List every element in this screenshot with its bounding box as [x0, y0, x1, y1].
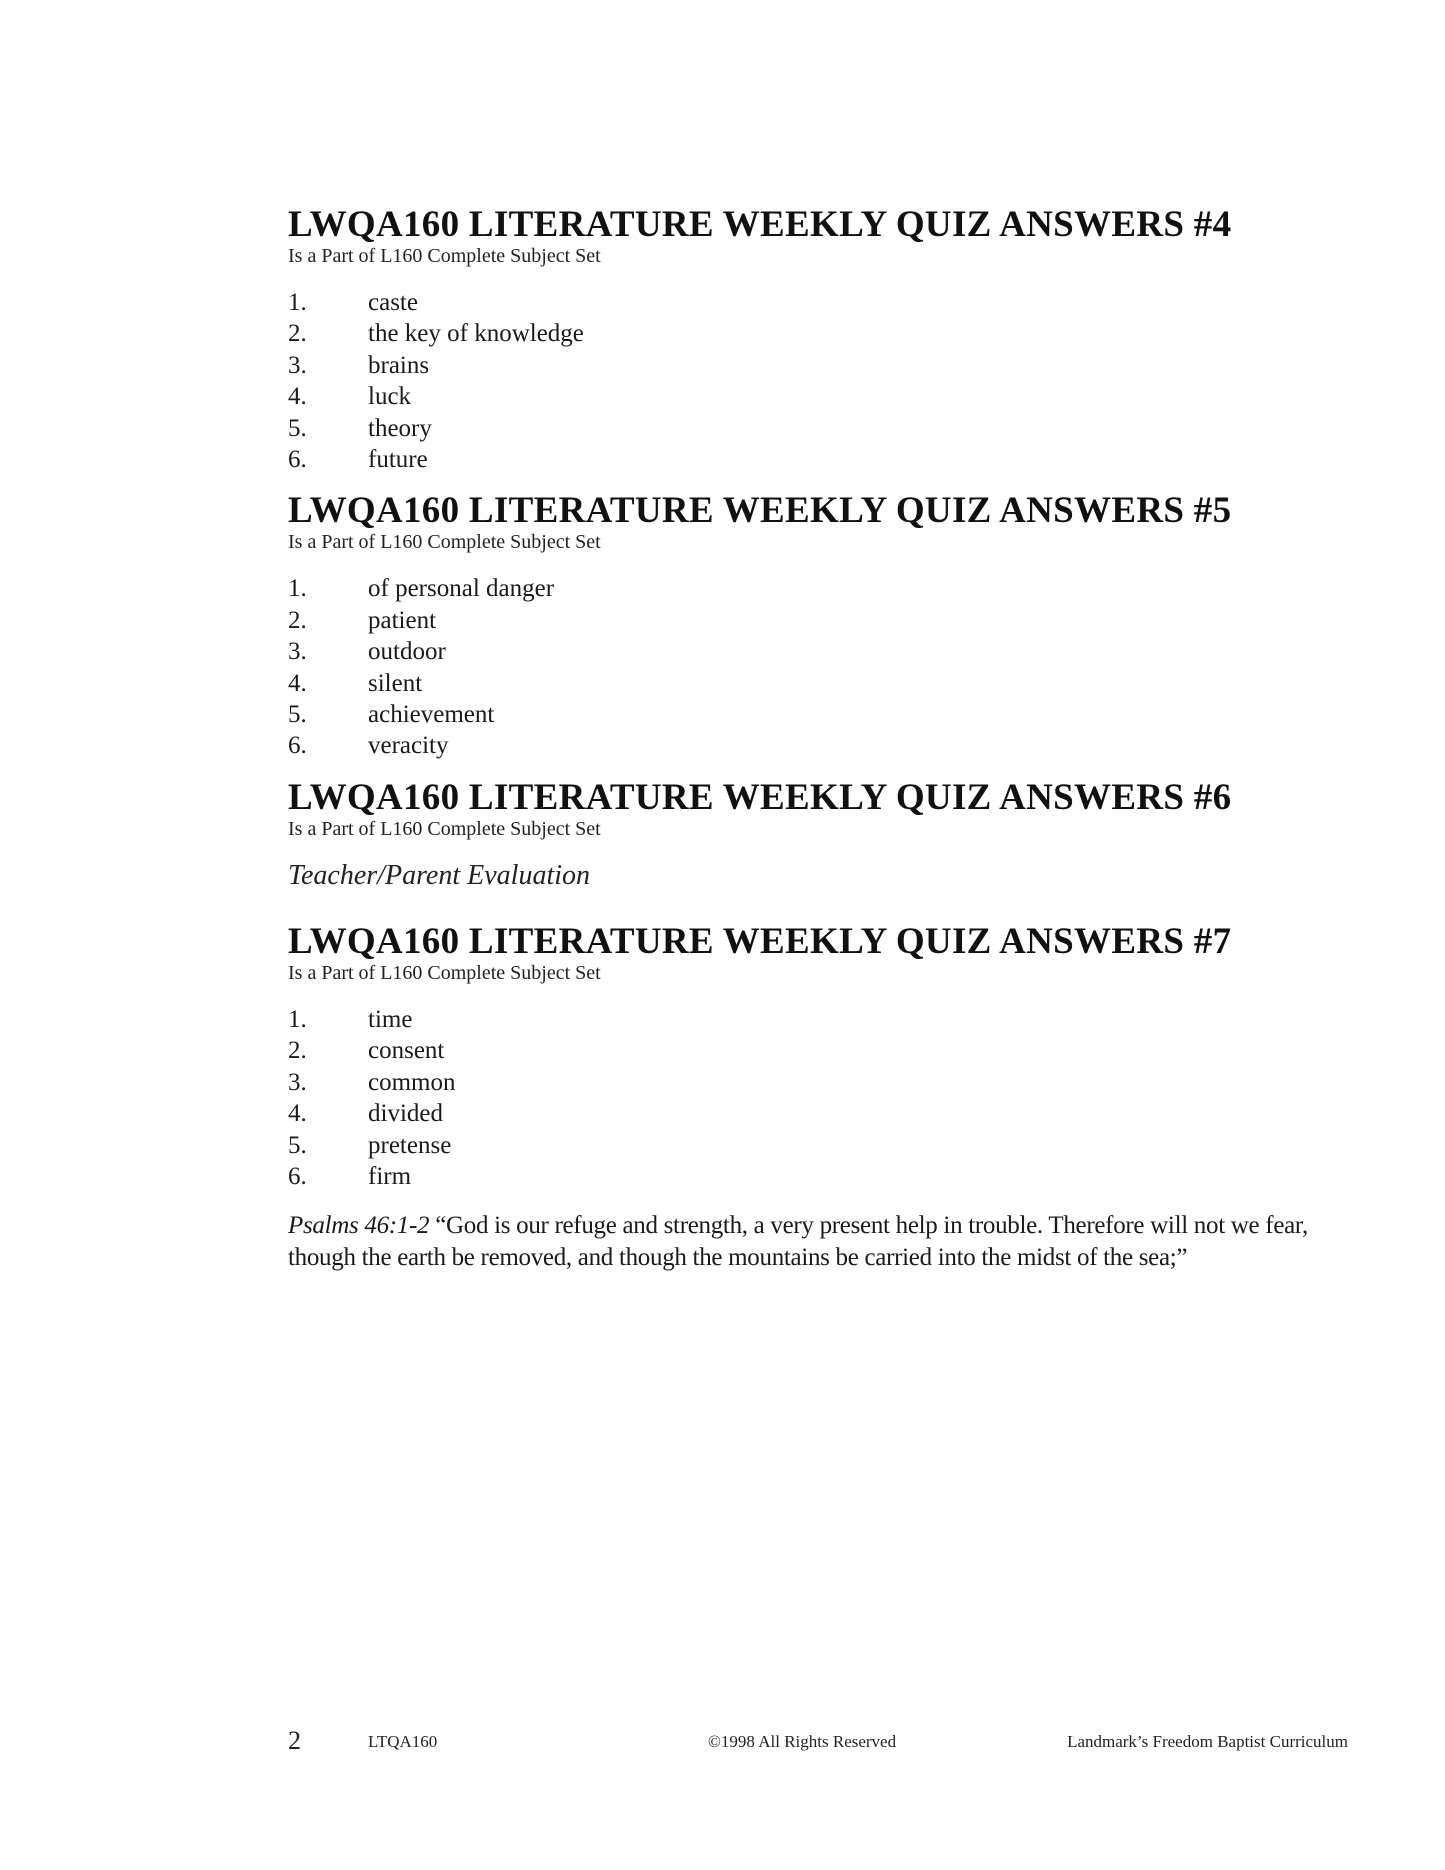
- section-heading: LWQA160 LITERATURE WEEKLY QUIZ ANSWERS #4: [288, 204, 1232, 245]
- answer-text: theory: [368, 414, 432, 442]
- section-subheading: Is a Part of L160 Complete Subject Set: [288, 961, 601, 984]
- answer-item: [288, 350, 1348, 381]
- quiz-section-7: [288, 922, 1348, 1192]
- section-heading: LWQA160 LITERATURE WEEKLY QUIZ ANSWERS #5: [288, 490, 1232, 532]
- answer-text: future: [368, 446, 428, 474]
- answer-item: [288, 287, 1348, 318]
- answer-item: [288, 1004, 1348, 1035]
- answer-text: of personal danger: [368, 575, 555, 603]
- quiz-section-6: [288, 778, 1348, 892]
- page-footer: [288, 1726, 1348, 1762]
- answer-number: 5.: [288, 414, 307, 442]
- quiz-section-4: [288, 205, 1348, 475]
- section-heading: LWQA160 LITERATURE WEEKLY QUIZ ANSWERS #7: [288, 920, 1232, 962]
- answer-number: 3.: [288, 351, 307, 379]
- page-number: 2: [288, 1726, 301, 1755]
- section-subheading: Is a Part of L160 Complete Subject Set: [288, 245, 601, 267]
- answer-text: brains: [368, 351, 430, 379]
- section-subheading: Is a Part of L160 Complete Subject Set: [288, 817, 601, 840]
- answer-text: time: [368, 1005, 413, 1033]
- answer-text: firm: [368, 1162, 412, 1190]
- answer-number: 6.: [288, 1162, 307, 1190]
- answer-text: luck: [368, 383, 412, 411]
- answer-number: 4.: [288, 1100, 307, 1128]
- answer-text: the key of knowledge: [368, 320, 584, 348]
- answer-number: 4.: [288, 669, 307, 697]
- answer-item: [288, 1098, 1348, 1129]
- answer-text: pretense: [368, 1131, 452, 1159]
- section-subheading: Is a Part of L160 Complete Subject Set: [288, 531, 601, 554]
- section-heading: LWQA160 LITERATURE WEEKLY QUIZ ANSWERS #6: [288, 776, 1232, 818]
- answer-item: [288, 444, 1348, 475]
- answer-text: achievement: [368, 701, 495, 729]
- evaluation-note: Teacher/Parent Evaluation: [288, 859, 590, 891]
- answer-item: [288, 730, 1348, 761]
- scripture-quote: [288, 1210, 1338, 1273]
- answer-number: 2.: [288, 1037, 307, 1065]
- answer-number: 1.: [288, 289, 307, 316]
- answer-item: [288, 699, 1348, 730]
- answer-number: 1.: [288, 1005, 307, 1033]
- publisher-name: Landmark’s Freedom Baptist Curriculum: [1067, 1732, 1348, 1751]
- answer-number: 6.: [288, 446, 307, 474]
- answer-text: caste: [368, 289, 418, 316]
- answer-number: 5.: [288, 701, 307, 729]
- scripture-text: “God is our refuge and strength, a very present help in trouble. Therefore will not we fear, though the earth be removed, and though the mountains be carried into the midst of the sea;”: [288, 1212, 1308, 1271]
- answer-text: consent: [368, 1037, 445, 1065]
- answer-number: 5.: [288, 1131, 307, 1159]
- answer-item: [288, 413, 1348, 444]
- answer-number: 4.: [288, 383, 307, 411]
- answer-number: 2.: [288, 606, 307, 634]
- answer-item: [288, 636, 1348, 667]
- answer-item: [288, 1161, 1348, 1192]
- answer-item: [288, 668, 1348, 699]
- answer-number: 6.: [288, 732, 307, 760]
- answer-number: 2.: [288, 320, 307, 348]
- page-content: [288, 205, 1348, 1273]
- answer-text: veracity: [368, 732, 449, 760]
- answer-list: [288, 573, 1348, 761]
- answer-list: [288, 287, 1348, 475]
- answer-item: [288, 1035, 1348, 1066]
- document-code: LTQA160: [368, 1732, 438, 1751]
- answer-text: divided: [368, 1100, 443, 1128]
- answer-item: [288, 605, 1348, 636]
- answer-text: common: [368, 1068, 456, 1096]
- scripture-reference: Psalms 46:1-2: [288, 1212, 430, 1240]
- answer-item: [288, 381, 1348, 412]
- answer-text: silent: [368, 669, 423, 697]
- answer-item: [288, 1067, 1348, 1098]
- answer-list: [288, 1004, 1348, 1192]
- answer-number: 1.: [288, 575, 307, 603]
- answer-item: [288, 318, 1348, 349]
- answer-text: patient: [368, 606, 437, 634]
- copyright-notice: ©1998 All Rights Reserved: [708, 1732, 897, 1751]
- answer-item: [288, 573, 1348, 604]
- answer-number: 3.: [288, 638, 307, 666]
- answer-text: outdoor: [368, 638, 446, 666]
- quiz-section-5: [288, 491, 1348, 761]
- answer-item: [288, 1130, 1348, 1161]
- answer-number: 3.: [288, 1068, 307, 1096]
